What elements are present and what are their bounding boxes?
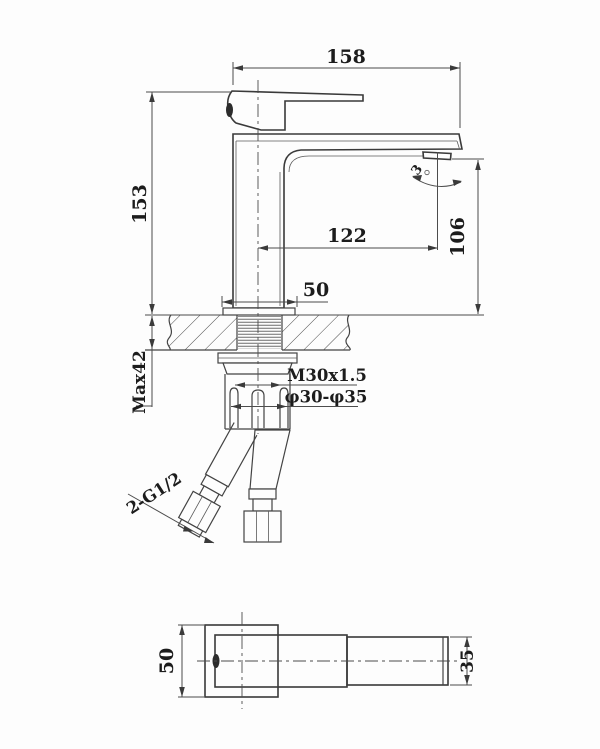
hose-thread-label: 2-G1/2	[123, 468, 185, 519]
dim-35-bottom-label: 35	[458, 649, 478, 673]
hose-vertical-braid	[250, 430, 290, 489]
bottom-view	[156, 612, 478, 709]
dim-106-label: 106	[447, 217, 469, 257]
countertop-hatch-right	[270, 315, 365, 350]
base-flange	[223, 308, 295, 315]
faucet-body	[233, 134, 462, 308]
handle-front-detail	[226, 103, 233, 117]
supply-hoses	[175, 417, 290, 542]
dim-158-label: 158	[326, 46, 366, 68]
dim-122-label: 122	[327, 225, 367, 247]
dimension-122	[258, 225, 438, 251]
hose-vertical-hex-nut	[244, 511, 281, 542]
dimension-106	[447, 159, 484, 314]
body-spout-outline	[233, 134, 462, 308]
countertop-section	[145, 315, 484, 350]
degree-symbol	[425, 170, 429, 174]
side-view	[123, 46, 484, 543]
hose-vertical-neck	[253, 499, 272, 511]
dim-max42-label: Max42	[130, 350, 150, 414]
dim-153-label: 153	[129, 184, 151, 224]
threaded-shank	[238, 316, 281, 349]
dimension-max42	[130, 316, 155, 414]
hose-vertical-ferrule	[249, 489, 276, 499]
handle-outline	[228, 91, 363, 130]
thread-spec-label: M30x1.5	[287, 366, 367, 385]
dim-50-base-label: 50	[302, 279, 330, 301]
mounting-nut	[223, 363, 292, 374]
dim-angle-label: 3	[408, 162, 427, 179]
dimension-50-bottom	[156, 625, 204, 697]
hole-diameter-label: φ30-φ35	[284, 387, 368, 407]
dim-50-bottom-label: 50	[156, 647, 178, 675]
handle	[226, 91, 363, 130]
dimension-153	[129, 92, 231, 314]
countertop-hatch-left	[150, 315, 250, 350]
